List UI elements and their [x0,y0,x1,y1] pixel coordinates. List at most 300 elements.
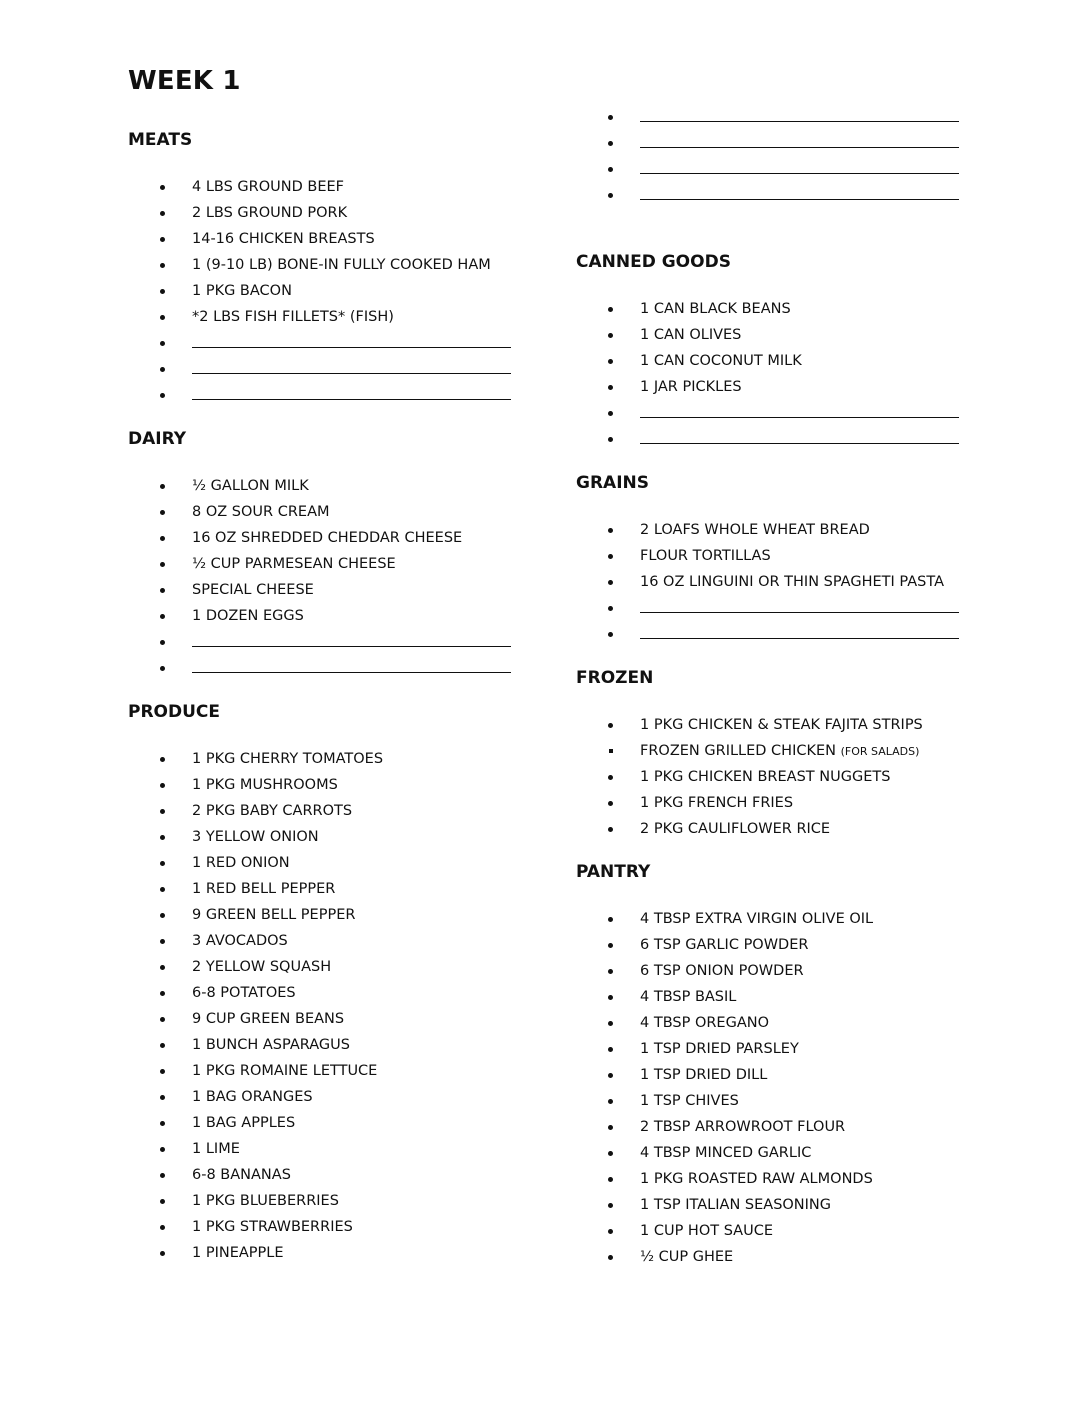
section-produce [128,700,528,1266]
list-item [576,932,976,958]
item-label: 6 TSP ONION POWDER [640,963,804,979]
item-label: 8 OZ SOUR CREAM [192,504,330,520]
list-item [576,712,976,738]
list-item [128,1188,528,1214]
section-heading: PRODUCE [128,702,221,722]
list-item [576,296,976,322]
item-list [128,746,528,1266]
bullet-icon [608,385,613,390]
item-list [576,712,976,842]
section-grains [576,471,976,647]
item-text [640,984,736,1010]
list-item [128,499,528,525]
bullet-icon [160,315,165,320]
bullet-icon [608,1125,613,1130]
list-item [576,1192,976,1218]
list-item [576,322,976,348]
item-text [192,200,347,226]
bullet-icon [160,393,165,398]
bullet-icon [160,341,165,346]
bullet-icon [608,969,613,974]
heading-spacer [576,690,976,712]
item-text [192,499,330,525]
item-text [192,928,288,954]
list-item [128,954,528,980]
item-text [192,1006,344,1032]
item-text [640,764,890,790]
item-label: 1 DOZEN EGGS [192,608,304,624]
item-label: 16 OZ SHREDDED CHEDDAR CHEESE [192,530,463,546]
item-text [640,1244,733,1270]
list-item [576,517,976,543]
list-item [576,348,976,374]
page-title: WEEK 1 [128,66,241,96]
item-text [640,790,793,816]
item-text [192,1188,339,1214]
bullet-icon [160,588,165,593]
section-frozen [576,666,976,842]
list-item [128,1240,528,1266]
item-label: FROZEN GRILLED CHICKEN [640,743,841,759]
bullet-icon [160,1147,165,1152]
bullet-icon [160,991,165,996]
list-item [128,525,528,551]
item-text [640,906,873,932]
item-text [192,798,352,824]
item-text [192,1084,313,1110]
list-item [128,1162,528,1188]
item-label: 1 TSP ITALIAN SEASONING [640,1197,832,1213]
list-item [576,569,976,595]
item-text [192,1058,377,1084]
item-label: 1 PKG FRENCH FRIES [640,795,794,811]
item-label: *2 LBS FISH FILLETS* (FISH) [192,309,394,325]
item-label: SPECIAL CHEESE [192,582,314,598]
list-item [128,304,528,330]
item-label: 1 RED BELL PEPPER [192,881,336,897]
item-label: 3 YELLOW ONION [192,829,319,845]
list-item [128,1006,528,1032]
item-text [192,954,331,980]
item-text [192,824,319,850]
item-text [192,980,296,1006]
bullet-icon [608,1229,613,1234]
item-label: FLOUR TORTILLAS [640,548,771,564]
list-item [128,200,528,226]
bullet-icon [608,995,613,1000]
bullet-icon [160,367,165,372]
list-item [576,543,976,569]
bullet-icon [608,437,613,442]
item-text [192,1214,353,1240]
list-item [128,278,528,304]
item-label: 1 PKG CHICKEN BREAST NUGGETS [640,769,891,785]
bullet-icon [160,1173,165,1178]
item-text [640,348,802,374]
item-list [576,104,976,208]
list-item [576,130,976,156]
blank-write-in-line[interactable] [640,612,959,613]
bullet-icon [160,965,165,970]
bullet-icon [160,289,165,294]
item-text [192,525,462,551]
bullet-icon [160,614,165,619]
list-item [576,764,976,790]
list-item [128,746,528,772]
item-text [640,712,923,738]
item-label: 2 PKG BABY CARROTS [192,803,353,819]
item-text [640,1140,811,1166]
bullet-icon [608,723,613,728]
square-bullet-icon [609,749,613,753]
list-item [128,577,528,603]
item-text [192,226,375,252]
item-text [192,1240,284,1266]
blank-write-in-line[interactable] [640,638,959,639]
item-label: ½ CUP GHEE [640,1249,734,1265]
bullet-icon [608,193,613,198]
item-label: 2 PKG CAULIFLOWER RICE [640,821,831,837]
blank-write-in-line[interactable] [192,672,511,673]
item-text [640,1036,799,1062]
item-label: 2 TBSP ARROWROOT FLOUR [640,1119,846,1135]
item-label: 14-16 CHICKEN BREASTS [192,231,375,247]
item-text [640,322,741,348]
section-heading: MEATS [128,130,193,150]
item-text [192,772,338,798]
list-item [128,356,528,382]
section-heading: GRAINS [576,473,649,493]
bullet-icon [160,211,165,216]
bullet-icon [160,484,165,489]
bullet-icon [160,185,165,190]
item-label: 1 BAG APPLES [192,1115,296,1131]
item-text [640,1114,845,1140]
item-list [576,517,976,647]
list-item [128,1110,528,1136]
list-item [576,984,976,1010]
item-note: (FOR SALADS) [840,745,920,758]
list-item [576,1062,976,1088]
bullet-icon [608,827,613,832]
bullet-icon [608,1047,613,1052]
bullet-icon [160,1251,165,1256]
list-item [128,655,528,681]
bullet-icon [608,359,613,364]
blank-write-in-line[interactable] [640,147,959,148]
item-text [640,1192,831,1218]
section-heading: CANNED GOODS [576,252,731,272]
item-text [640,958,804,984]
item-label: 1 JAR PICKLES [640,379,742,395]
item-text [192,577,314,603]
item-text [192,902,355,928]
list-item [128,603,528,629]
heading-spacer [576,274,976,296]
bullet-icon [608,167,613,172]
bullet-icon [608,141,613,146]
bullet-icon [160,510,165,515]
list-item [576,621,976,647]
bullet-icon [608,307,613,312]
list-item [128,1136,528,1162]
list-item [576,1036,976,1062]
list-item [128,980,528,1006]
item-label: 1 PKG ROMAINE LETTUCE [192,1063,378,1079]
list-item [576,1140,976,1166]
list-item [128,772,528,798]
bullet-icon [160,666,165,671]
list-item [576,595,976,621]
blank-write-in-line[interactable] [192,373,511,374]
bullet-icon [160,1043,165,1048]
bullet-icon [160,1017,165,1022]
item-text [640,738,919,765]
bullet-icon [608,1151,613,1156]
list-item [128,382,528,408]
item-text [192,1162,291,1188]
list-item [576,374,976,400]
item-label: 1 CAN COCONUT MILK [640,353,802,369]
item-label: 9 GREEN BELL PEPPER [192,907,356,923]
list-item [128,850,528,876]
section-meats [128,128,528,408]
item-label: 9 CUP GREEN BEANS [192,1011,345,1027]
item-text [640,517,870,543]
bullet-icon [608,1099,613,1104]
item-text [640,932,808,958]
item-label: 1 PKG CHICKEN & STEAK FAJITA STRIPS [640,717,923,733]
item-label: 1 RED ONION [192,855,290,871]
bullet-icon [608,1021,613,1026]
item-text [192,746,383,772]
item-text [640,816,830,842]
item-text [640,1010,769,1036]
list-item [576,1010,976,1036]
list-item [576,1114,976,1140]
blank-write-in-line[interactable] [192,347,511,348]
list-item [128,174,528,200]
item-label: 4 TBSP EXTRA VIRGIN OLIVE OIL [640,911,874,927]
list-item [128,824,528,850]
list-item [576,958,976,984]
list-item [128,226,528,252]
bullet-icon [608,333,613,338]
item-text [192,551,396,577]
bullet-icon [608,1203,613,1208]
item-text [192,473,309,499]
item-label: 2 LBS GROUND PORK [192,205,348,221]
list-item [128,330,528,356]
heading-spacer [128,724,528,746]
list-item [128,902,528,928]
bullet-icon [608,115,613,120]
list-item [576,1088,976,1114]
item-list [576,906,976,1270]
bullet-icon [160,1199,165,1204]
item-text [192,278,292,304]
item-label: 1 CUP HOT SAUCE [640,1223,773,1239]
heading-spacer [576,495,976,517]
item-label: 1 CAN OLIVES [640,327,742,343]
item-text [192,1032,350,1058]
bullet-icon [608,775,613,780]
bullet-icon [160,783,165,788]
item-text [192,252,491,278]
bullet-icon [160,1225,165,1230]
bullet-icon [160,887,165,892]
list-item [576,104,976,130]
section-canned-goods [576,250,976,452]
list-item [576,1218,976,1244]
item-label: 3 AVOCADOS [192,933,288,949]
list-item [128,551,528,577]
list-item [576,790,976,816]
item-text [640,569,944,595]
item-text [640,296,791,322]
item-label: 1 PKG BLUEBERRIES [192,1193,339,1209]
item-text [640,1166,873,1192]
bullet-icon [160,562,165,567]
list-item [128,252,528,278]
item-list [128,174,528,408]
bullet-icon [160,939,165,944]
list-item [128,876,528,902]
list-item [128,1058,528,1084]
list-item [128,1084,528,1110]
bullet-icon [608,917,613,922]
item-label: 4 LBS GROUND BEEF [192,179,344,195]
section-heading: FROZEN [576,668,654,688]
heading-spacer [128,152,528,174]
section-heading: PANTRY [576,862,651,882]
section-heading: DAIRY [128,429,187,449]
bullet-icon [608,632,613,637]
bullet-icon [160,1069,165,1074]
bullet-icon [160,536,165,541]
item-label: 6 TSP GARLIC POWDER [640,937,809,953]
bullet-icon [160,263,165,268]
blank-write-in-line[interactable] [192,399,511,400]
item-label: 1 BUNCH ASPARAGUS [192,1037,350,1053]
item-text [192,174,344,200]
list-item [576,182,976,208]
bullet-icon [160,1095,165,1100]
item-label: 1 PKG STRAWBERRIES [192,1219,353,1235]
item-text [192,304,394,330]
bullet-icon [160,640,165,645]
bullet-icon [160,861,165,866]
item-text [640,1218,773,1244]
item-label: 1 CAN BLACK BEANS [640,301,791,317]
list-item [128,1032,528,1058]
blank-write-in-line[interactable] [640,417,959,418]
item-label: ½ CUP PARMESEAN CHEESE [192,556,396,572]
list-item [576,1244,976,1270]
item-text [192,1136,240,1162]
item-label: 1 PKG BACON [192,283,292,299]
item-label: 4 TBSP OREGANO [640,1015,770,1031]
section-pantry [576,860,976,1270]
heading-spacer [576,884,976,906]
item-label: 2 LOAFS WHOLE WHEAT BREAD [640,522,870,538]
list-item [576,156,976,182]
bullet-icon [160,809,165,814]
list-item [128,473,528,499]
item-label: 1 PKG CHERRY TOMATOES [192,751,384,767]
list-item [576,426,976,452]
item-label: 6-8 POTATOES [192,985,296,1001]
blank-write-in-line[interactable] [640,199,959,200]
item-label: 4 TBSP BASIL [640,989,737,1005]
item-list [576,296,976,452]
bullet-icon [608,554,613,559]
bullet-icon [608,528,613,533]
bullet-icon [608,801,613,806]
bullet-icon [608,606,613,611]
list-item [128,928,528,954]
item-label: 16 OZ LINGUINI OR THIN SPAGHETI PASTA [640,574,944,590]
item-text [640,1088,739,1114]
item-label: 2 YELLOW SQUASH [192,959,332,975]
bullet-icon [608,411,613,416]
list-item [128,629,528,655]
blank-write-in-line[interactable] [640,173,959,174]
item-text [192,876,335,902]
blank-write-in-line[interactable] [640,121,959,122]
item-text [192,1110,295,1136]
item-label: 1 PINEAPPLE [192,1245,284,1261]
item-label: 1 (9-10 LB) BONE-IN FULLY COOKED HAM [192,257,491,273]
bullet-icon [160,757,165,762]
bullet-icon [160,1121,165,1126]
list-item [576,1166,976,1192]
section-dairy [128,427,528,681]
list-item [576,816,976,842]
section-continued-blanks [576,104,976,208]
list-item [576,738,976,764]
list-item [576,906,976,932]
bullet-icon [608,1177,613,1182]
blank-write-in-line[interactable] [192,646,511,647]
bullet-icon [160,835,165,840]
item-label: ½ GALLON MILK [192,478,309,494]
list-item [576,400,976,426]
item-text [640,1062,767,1088]
item-label: 1 TSP DRIED PARSLEY [640,1041,799,1057]
item-text [192,603,304,629]
item-list [128,473,528,681]
bullet-icon [160,237,165,242]
item-text [640,543,771,569]
bullet-icon [608,1073,613,1078]
item-label: 1 BAG ORANGES [192,1089,313,1105]
item-label: 1 PKG ROASTED RAW ALMONDS [640,1171,873,1187]
item-text [640,374,742,400]
item-label: 6-8 BANANAS [192,1167,291,1183]
bullet-icon [608,1255,613,1260]
item-label: 1 TSP DRIED DILL [640,1067,768,1083]
blank-write-in-line[interactable] [640,443,959,444]
heading-spacer [128,451,528,473]
list-item [128,798,528,824]
list-item [128,1214,528,1240]
bullet-icon [160,913,165,918]
item-label: 4 TBSP MINCED GARLIC [640,1145,812,1161]
item-text [192,850,290,876]
item-label: 1 PKG MUSHROOMS [192,777,338,793]
item-label: 1 LIME [192,1141,240,1157]
